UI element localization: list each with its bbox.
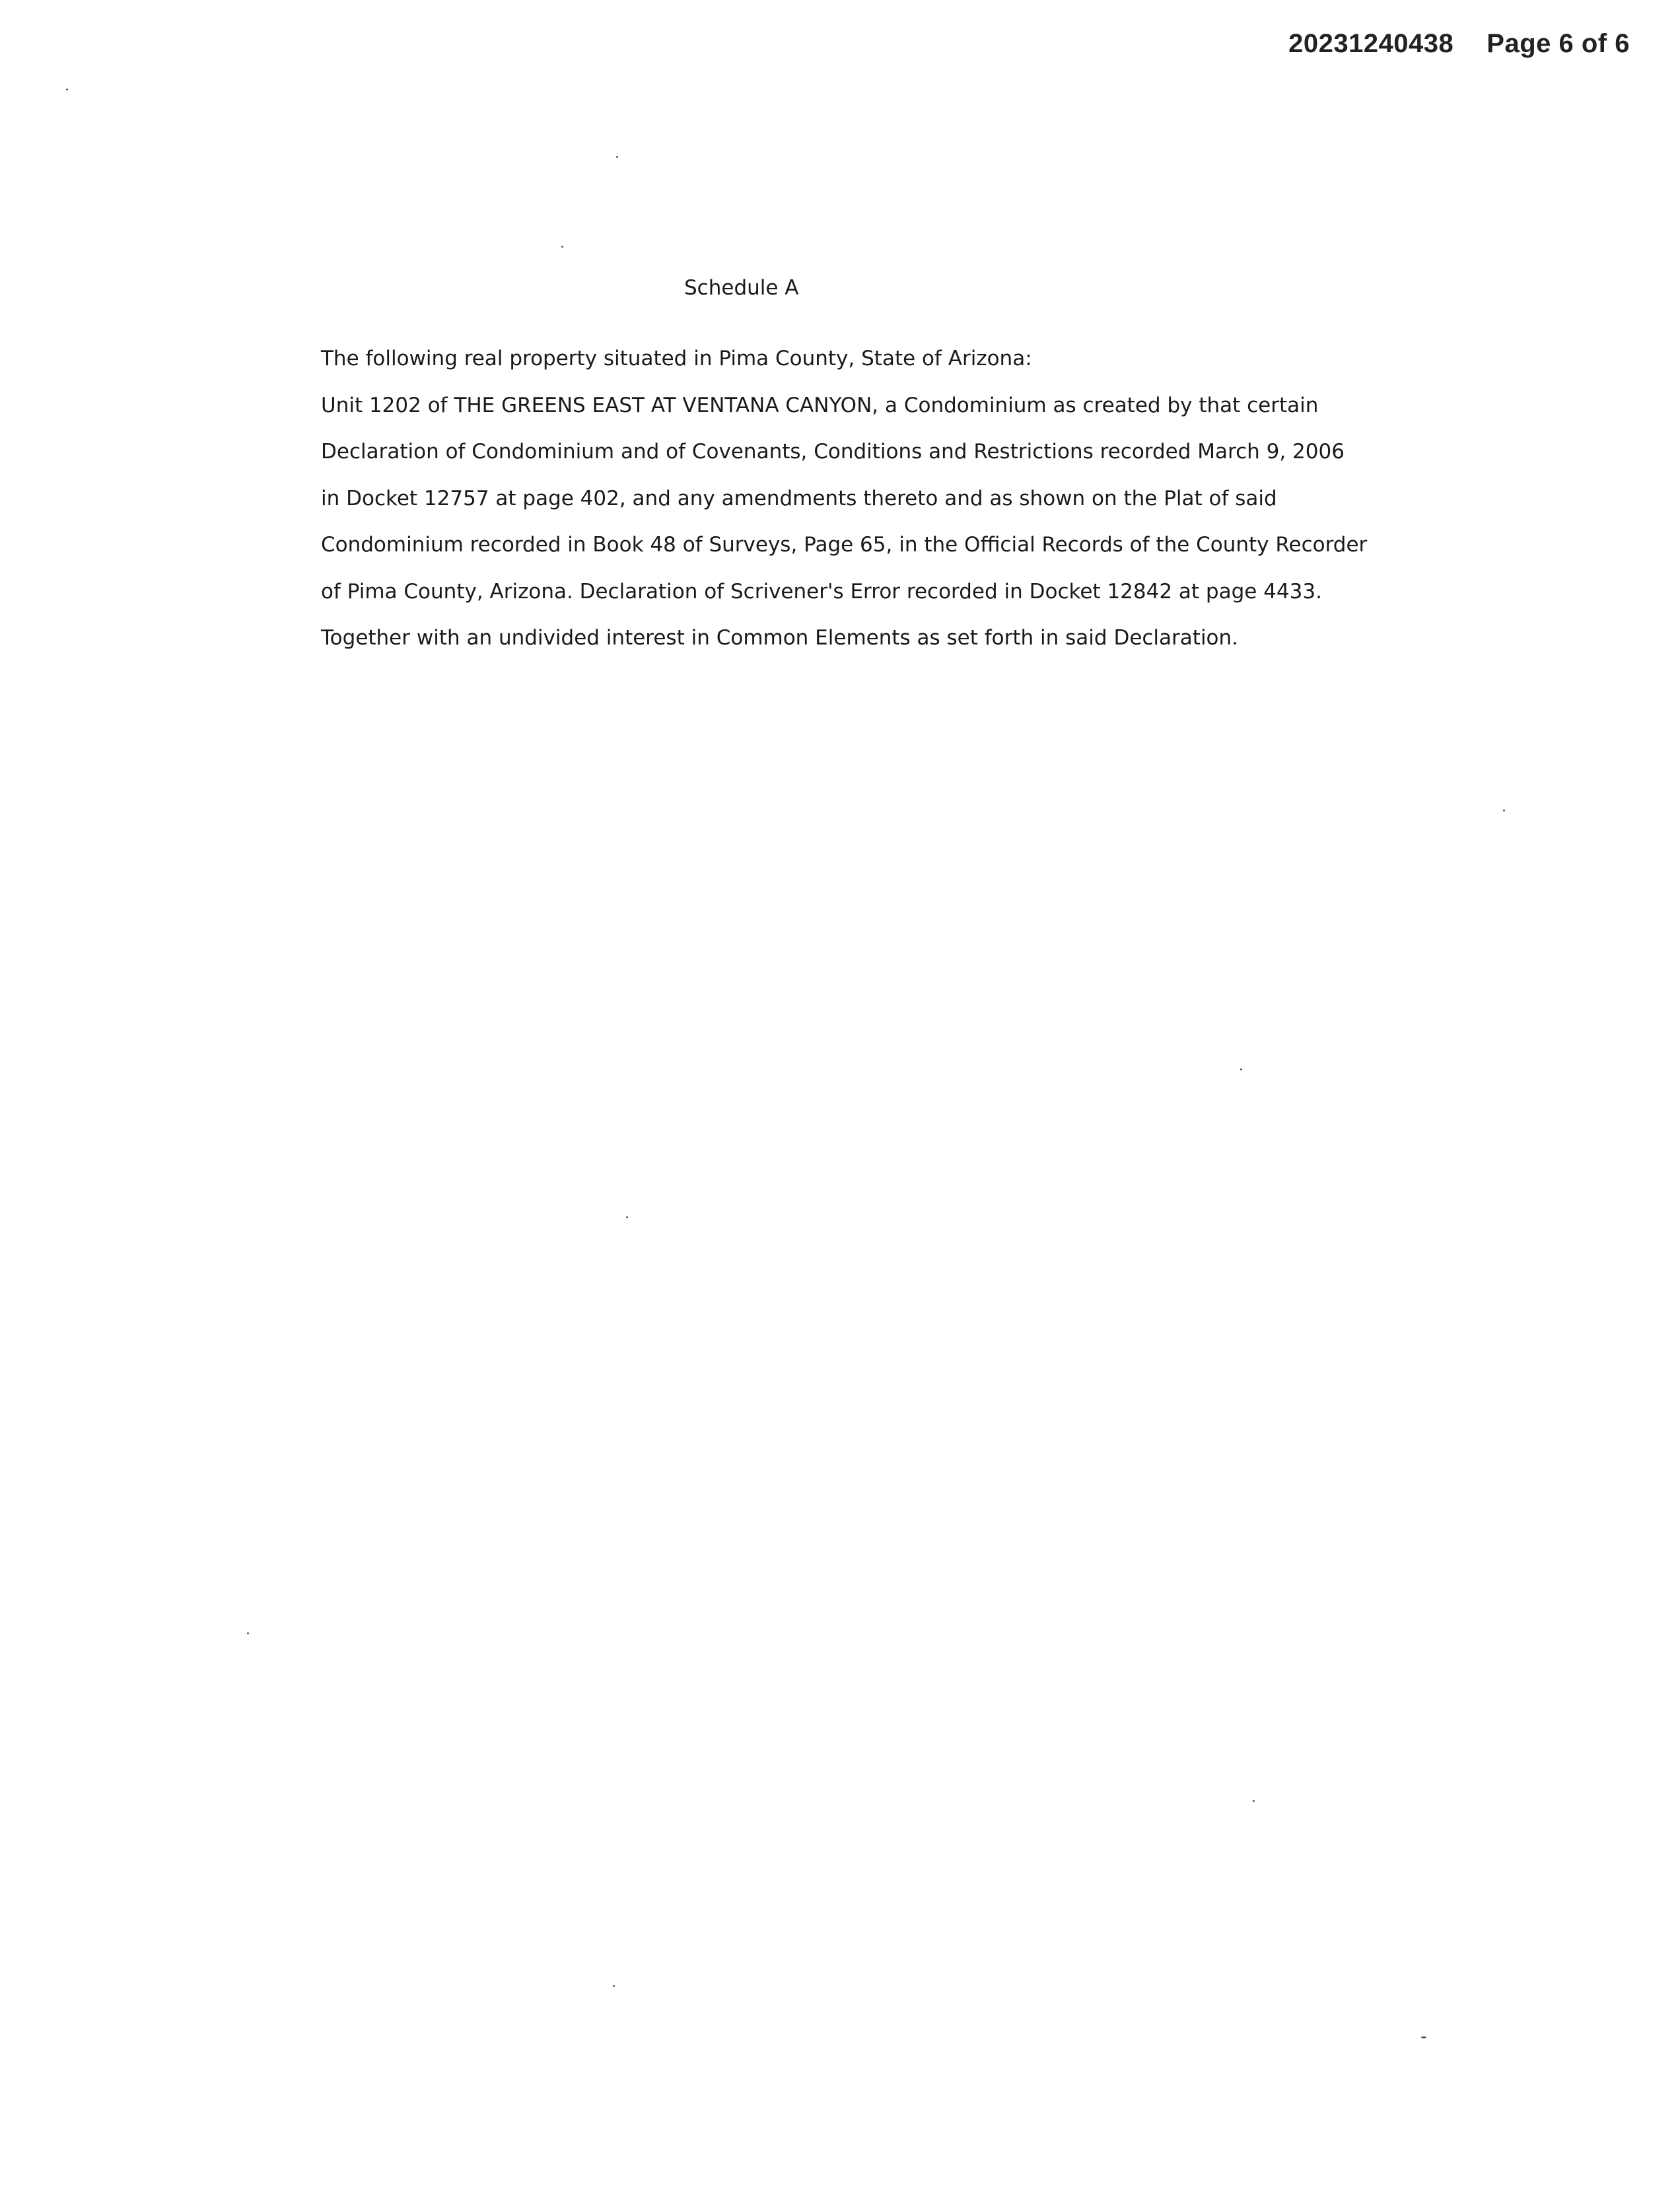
document-number: 20231240438 bbox=[1288, 29, 1454, 58]
legal-description-line: The following real property situated in Pima County, State of Arizona: bbox=[321, 347, 1032, 370]
page-header bbox=[1288, 29, 1630, 59]
scan-speck bbox=[1421, 2036, 1426, 2038]
scan-speck bbox=[613, 1985, 615, 1987]
legal-description-line: in Docket 12757 at page 402, and any amendments thereto and as shown on the Plat of said bbox=[321, 486, 1277, 510]
legal-description bbox=[321, 335, 1483, 662]
page-number: Page 6 of 6 bbox=[1487, 29, 1630, 58]
legal-description-line: Unit 1202 of THE GREENS EAST AT VENTANA CANYON, a Condominium as created by that certain bbox=[321, 393, 1319, 417]
scan-speck bbox=[561, 246, 563, 248]
legal-description-line: Together with an undivided interest in Common Elements as set forth in said Declaration. bbox=[321, 626, 1239, 650]
scan-speck bbox=[616, 156, 618, 158]
legal-description-line: Declaration of Condominium and of Covenants, Conditions and Restrictions recorded March 9, 2006 bbox=[321, 440, 1345, 464]
scan-speck bbox=[626, 1216, 628, 1218]
scan-speck bbox=[247, 1632, 249, 1634]
scan-speck bbox=[66, 88, 68, 90]
legal-description-line: of Pima County, Arizona. Declaration of Scrivener's Error recorded in Docket 12842 at page 4433. bbox=[321, 579, 1322, 604]
scan-speck bbox=[1503, 810, 1505, 812]
schedule-title: Schedule A bbox=[684, 276, 799, 300]
scan-speck bbox=[1253, 1800, 1255, 1802]
scan-speck bbox=[1240, 1068, 1242, 1070]
legal-description-line: Condominium recorded in Book 48 of Surveys, Page 65, in the Official Records of the County Recorder bbox=[321, 533, 1368, 557]
